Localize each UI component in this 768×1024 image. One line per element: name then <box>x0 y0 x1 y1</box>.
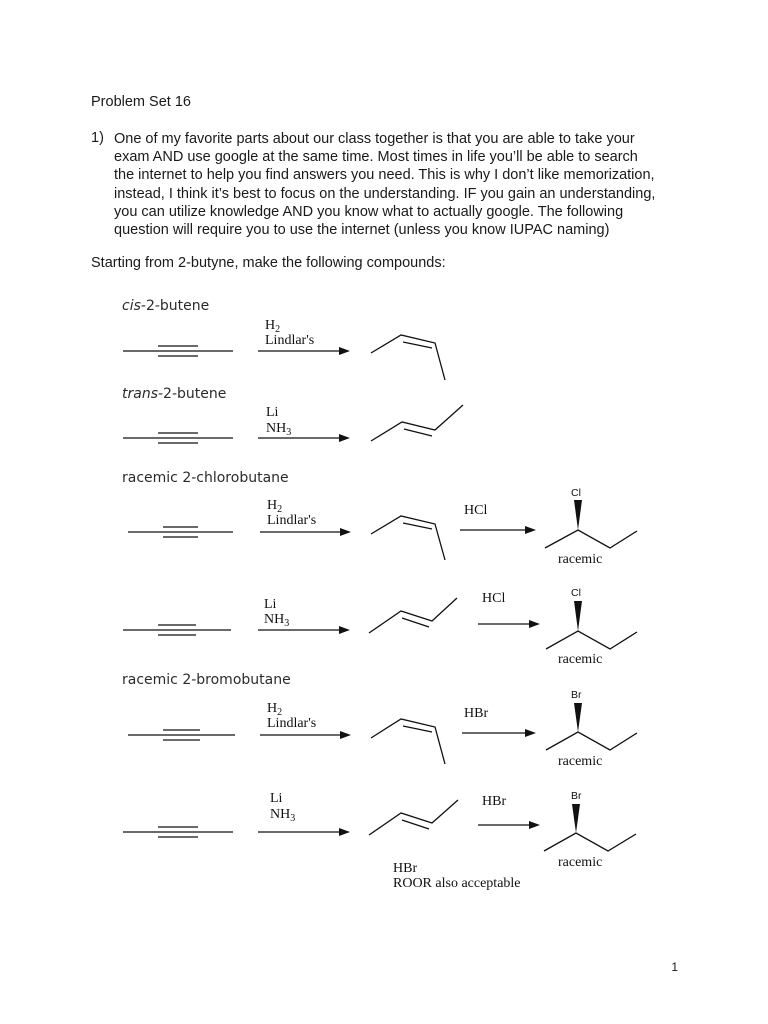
reagent-lindlar: Lindlar's <box>267 716 317 731</box>
reagent-li: Li <box>266 405 279 420</box>
trans-2-butene-structure <box>369 800 458 835</box>
cis-2-butene-structure <box>371 516 445 560</box>
reagent-h2: $H_2$ <box>267 498 283 515</box>
reaction-arrow <box>258 434 350 442</box>
reaction-arrow <box>258 828 350 836</box>
reagent-li: Li <box>264 597 277 612</box>
page-number: 1 <box>671 960 678 974</box>
header-racemic-2-bromobutane: racemic 2-bromobutane <box>122 672 291 688</box>
reaction-arrow <box>260 528 351 536</box>
question-line: question will require you to use the internet (unless you know IUPAC naming) <box>114 222 610 239</box>
reagent-hcl: HCl <box>464 503 488 518</box>
header-racemic-2-chlorobutane: racemic 2-chlorobutane <box>122 470 289 486</box>
header-prefix: trans <box>122 386 158 402</box>
reagent-hbr: HBr <box>482 794 507 809</box>
reagent-li: Li <box>270 791 283 806</box>
reagent-nh3: $NH_3$ <box>270 807 296 824</box>
butyne-structure <box>123 625 231 635</box>
reaction-arrow <box>460 526 536 534</box>
trans-2-butene-structure <box>371 405 463 441</box>
reaction-arrow <box>478 620 540 628</box>
question-line: exam AND use google at the same time. Most times in life you’ll be able to search <box>114 149 638 166</box>
reagent-h2: $H_2$ <box>267 701 283 718</box>
reagent-note-roor: ROOR also acceptable <box>393 876 521 891</box>
reagent-lindlar: Lindlar's <box>265 333 315 348</box>
cis-2-butene-structure <box>371 719 445 764</box>
question-line: One of my favorite parts about our class together is that you are able to take your <box>114 131 635 147</box>
reaction-arrow <box>258 626 350 634</box>
reagent-hbr: HBr <box>464 706 489 721</box>
header-rest: -2-butene <box>158 386 227 402</box>
butyne-structure <box>123 346 233 356</box>
product-racemic-label: racemic <box>558 652 603 667</box>
reagent-nh3: $NH_3$ <box>264 612 290 629</box>
2-chlorobutane-structure <box>546 601 637 649</box>
intro-text: Starting from 2-butyne, make the following compounds: <box>91 255 446 271</box>
atom-label-br: Br <box>571 689 582 701</box>
reagent-note-hbr: HBr <box>393 861 418 876</box>
header-prefix: cis <box>122 298 141 314</box>
reagent-nh3: $NH_3$ <box>266 421 292 438</box>
reagent-hcl: HCl <box>482 591 506 606</box>
reaction-arrow <box>478 821 540 829</box>
question-line: you can utilize knowledge AND you know what to actually google. The following <box>114 203 624 220</box>
trans-2-butene-structure <box>369 598 457 633</box>
question-line: instead, I think it’s best to focus on the understanding. IF you gain an understanding, <box>114 185 656 202</box>
butyne-structure <box>123 433 233 443</box>
reagent-lindlar: Lindlar's <box>267 513 317 528</box>
reaction-arrow <box>258 347 350 355</box>
2-bromobutane-structure <box>546 703 637 750</box>
2-bromobutane-structure <box>544 804 636 851</box>
question-number: 1) <box>91 130 104 146</box>
reaction-arrow <box>462 729 536 737</box>
page-title: Problem Set 16 <box>91 94 191 110</box>
product-racemic-label: racemic <box>558 552 603 567</box>
question-line: the internet to help you find answers you need. This is why I don’t like memorization, <box>114 167 655 184</box>
reagent-h2: $H_2$ <box>265 318 281 335</box>
atom-label-cl: Cl <box>571 587 581 599</box>
2-chlorobutane-structure <box>545 500 637 548</box>
header-rest: -2-butene <box>140 298 210 314</box>
product-racemic-label: racemic <box>558 754 603 769</box>
product-racemic-label: racemic <box>558 855 603 870</box>
atom-label-cl: Cl <box>571 487 581 499</box>
atom-label-br: Br <box>571 790 582 802</box>
reaction-arrow <box>260 731 351 739</box>
butyne-structure <box>123 827 233 837</box>
butyne-structure <box>128 730 235 740</box>
cis-2-butene-structure <box>371 335 445 380</box>
butyne-structure <box>128 527 233 537</box>
